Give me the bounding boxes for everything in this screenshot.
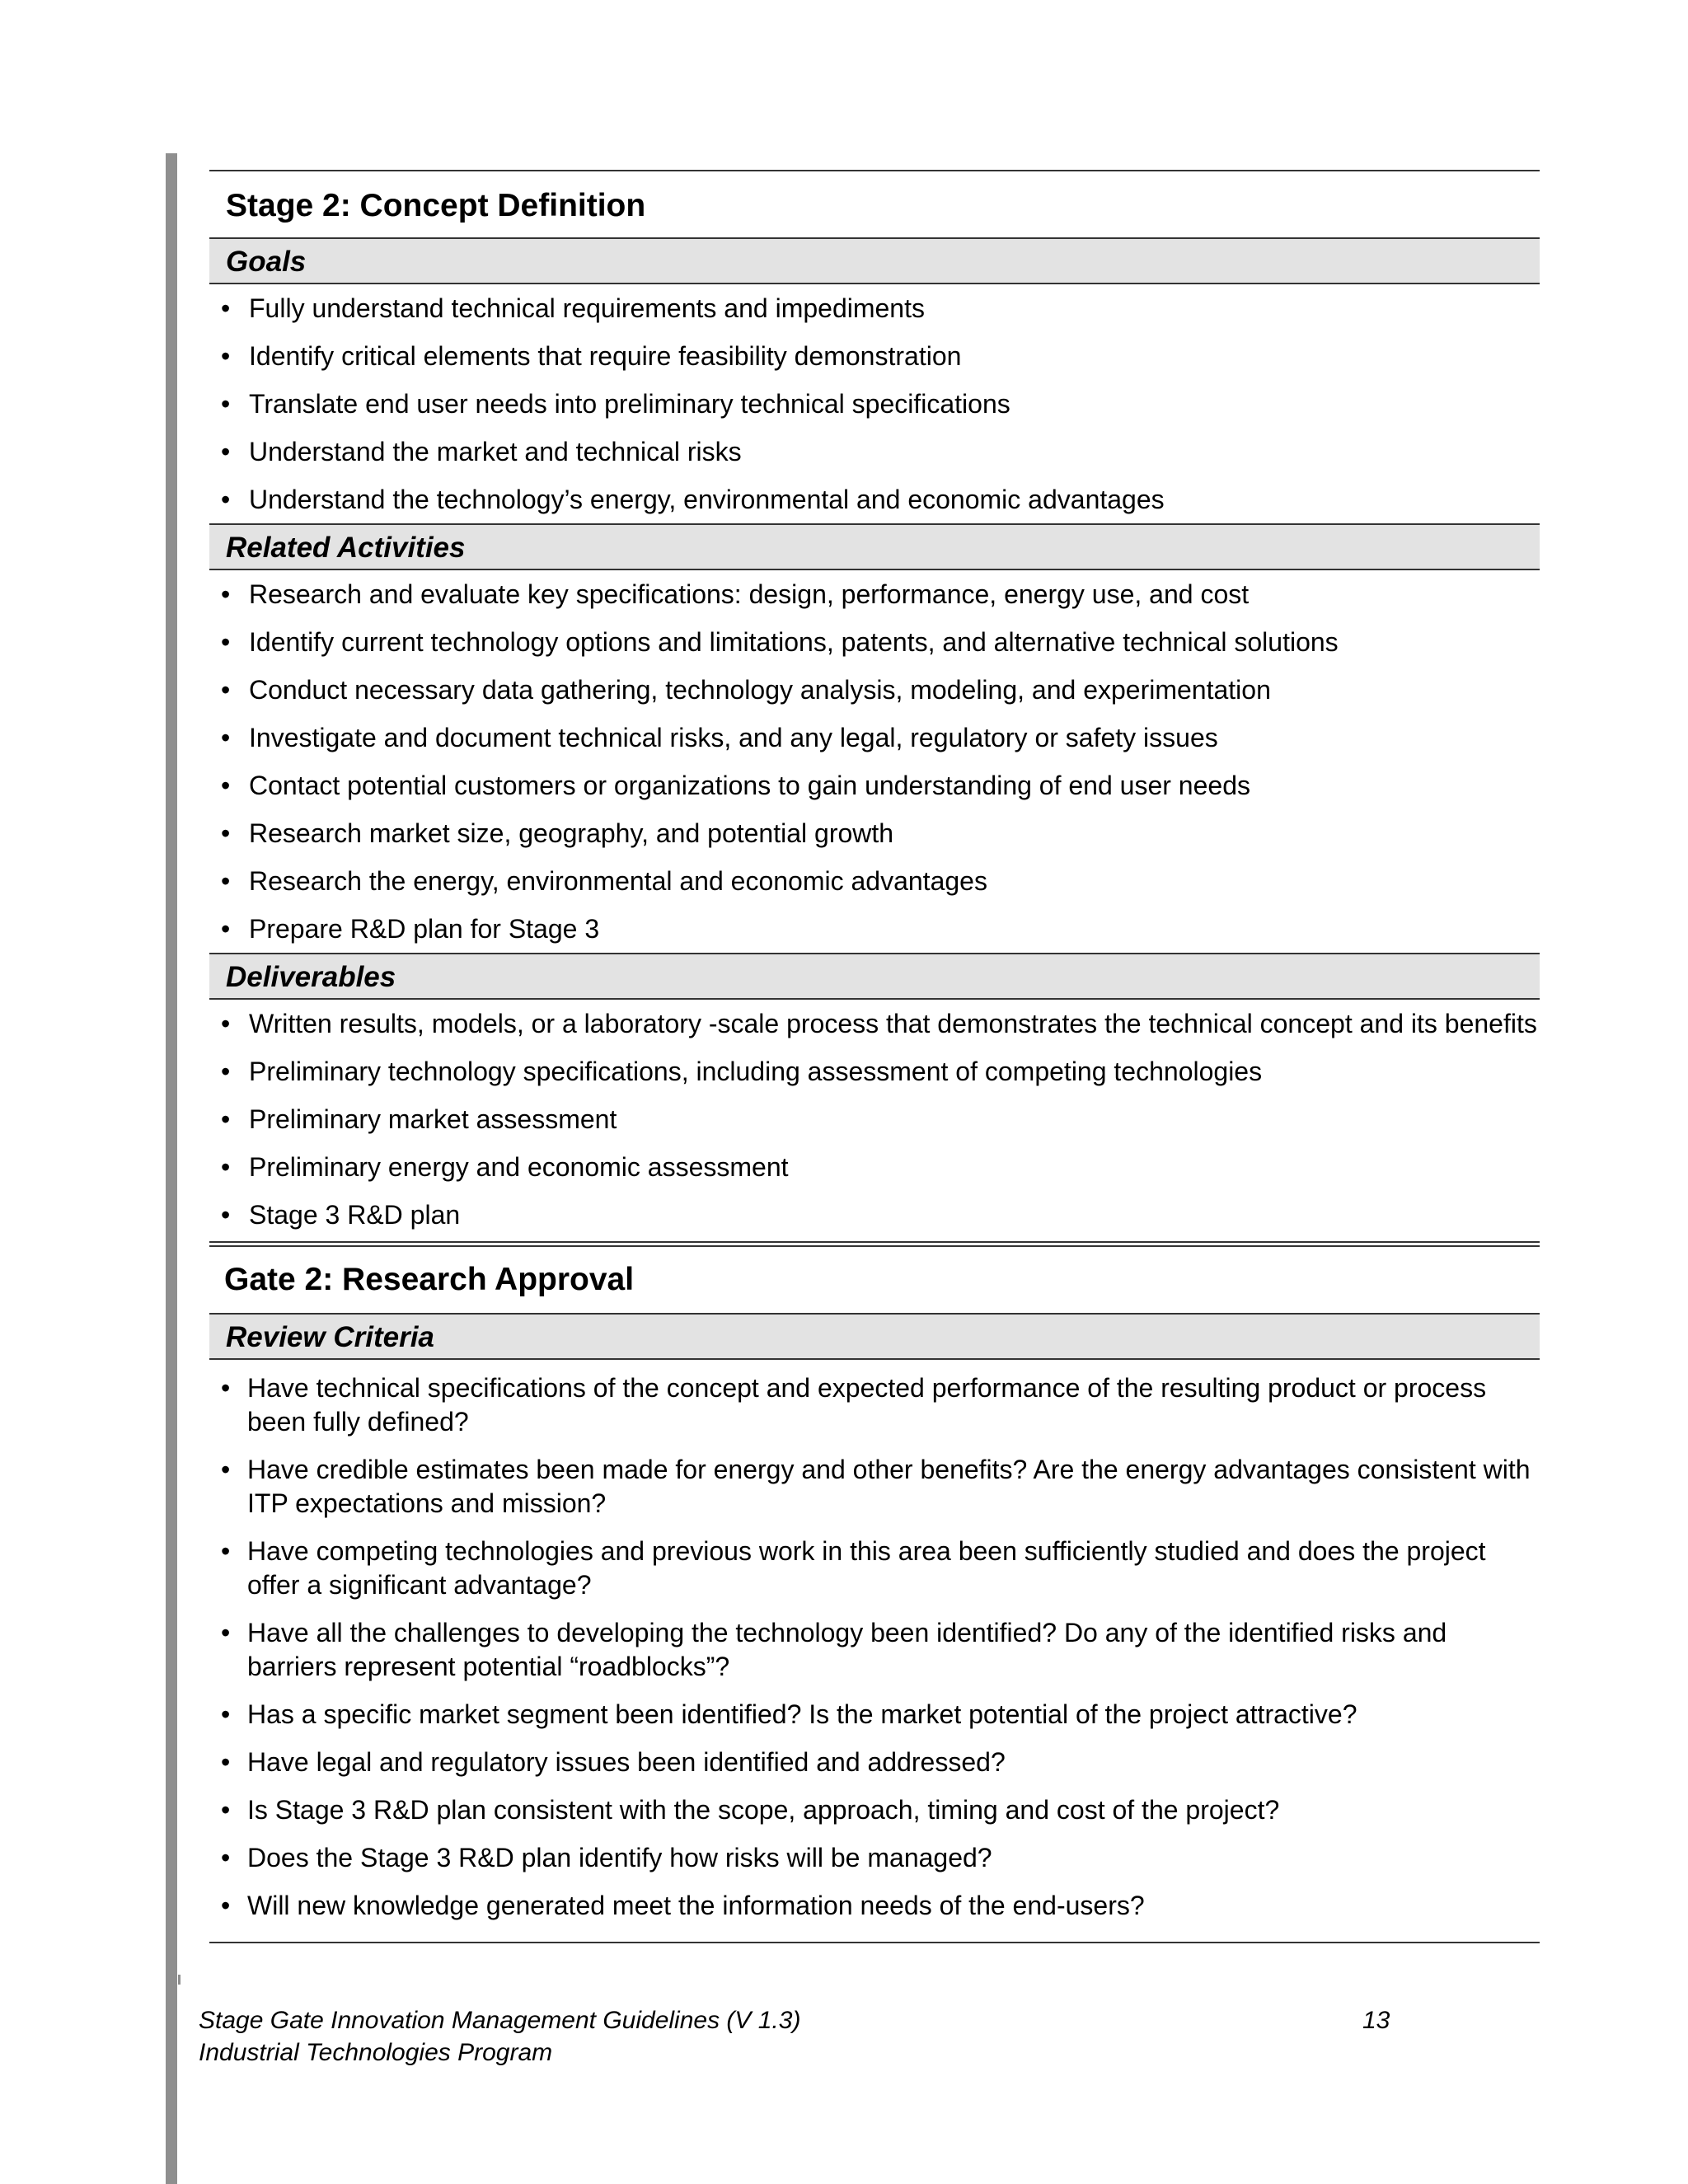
list-item: • Investigate and document technical risks, and any legal, regulatory or safety issues (209, 714, 1540, 762)
list-item: • Have technical specifications of the concept and expected performance of the resulting product or process been fully defined? (209, 1371, 1540, 1439)
list-item: • Understand the market and technical risks (209, 428, 1540, 476)
list-item: • Have all the challenges to developing the technology been identified? Do any of the identified risks and barriers represent potential “roadblocks”? (209, 1616, 1540, 1684)
list-item: • Prepare R&D plan for Stage 3 (209, 905, 1540, 953)
list-item: • Does the Stage 3 R&D plan identify how risks will be managed? (209, 1841, 1540, 1875)
deliverables-list (209, 1000, 1540, 1239)
list-item: • Understand the technology’s energy, environmental and economic advantages (209, 476, 1540, 523)
list-item: • Research market size, geography, and potential growth (209, 809, 1540, 857)
list-item: • Research and evaluate key specifications: design, performance, energy use, and cost (209, 570, 1540, 618)
bottom-rule (209, 1942, 1540, 1943)
related-activities-header: Related Activities (209, 523, 1540, 570)
section-divider (209, 1241, 1540, 1247)
page-footer (199, 2004, 1418, 2069)
footer-document-title: Stage Gate Innovation Management Guidelines (V 1.3) (199, 2007, 801, 2034)
list-item: • Identify critical elements that require feasibility demonstration (209, 332, 1540, 380)
left-margin-bar (166, 153, 177, 2184)
footer-program-name: Industrial Technologies Program (199, 2039, 553, 2066)
gate-title: Gate 2: Research Approval (224, 1262, 635, 1297)
list-item: • Contact potential customers or organizations to gain understanding of end user needs (209, 762, 1540, 809)
stage-title: Stage 2: Concept Definition (209, 171, 1540, 239)
list-item: • Is Stage 3 R&D plan consistent with the scope, approach, timing and cost of the project? (209, 1793, 1540, 1827)
list-item: • Have legal and regulatory issues been identified and addressed? (209, 1746, 1540, 1779)
list-item: • Identify current technology options and limitations, patents, and alternative technical solutions (209, 618, 1540, 666)
list-item: • Fully understand technical requirements and impediments (209, 284, 1540, 332)
list-item: • Have credible estimates been made for energy and other benefits? Are the energy advantages consistent with ITP expectations and mission? (209, 1453, 1540, 1521)
list-item: • Preliminary energy and economic assessment (209, 1143, 1540, 1191)
list-item: • Translate end user needs into preliminary technical specifications (209, 380, 1540, 428)
list-item: • Will new knowledge generated meet the information needs of the end-users? (209, 1889, 1540, 1923)
list-item: • Research the energy, environmental and economic advantages (209, 857, 1540, 905)
review-criteria-header: Review Criteria (209, 1313, 1540, 1360)
goals-list (209, 284, 1540, 523)
related-activities-list (209, 570, 1540, 953)
list-item: • Written results, models, or a laboratory -scale process that demonstrates the technical concept and its benefits (209, 1000, 1540, 1047)
list-item: • Has a specific market segment been identified? Is the market potential of the project attractive? (209, 1698, 1540, 1732)
list-item: • Stage 3 R&D plan (209, 1191, 1540, 1239)
list-item: • Preliminary technology specifications, including assessment of competing technologies (209, 1047, 1540, 1095)
page-number: 13 (1362, 2007, 1390, 2034)
list-item: • Have competing technologies and previous work in this area been sufficiently studied and does the project offer a significant advantage? (209, 1535, 1540, 1602)
review-criteria-list (209, 1360, 1540, 1942)
left-margin-tick (178, 1975, 181, 1985)
stage-gate-table (209, 170, 1540, 1943)
deliverables-header: Deliverables (209, 953, 1540, 1000)
list-item: • Conduct necessary data gathering, technology analysis, modeling, and experimentation (209, 666, 1540, 714)
goals-header: Goals (209, 239, 1540, 284)
list-item: • Preliminary market assessment (209, 1095, 1540, 1143)
